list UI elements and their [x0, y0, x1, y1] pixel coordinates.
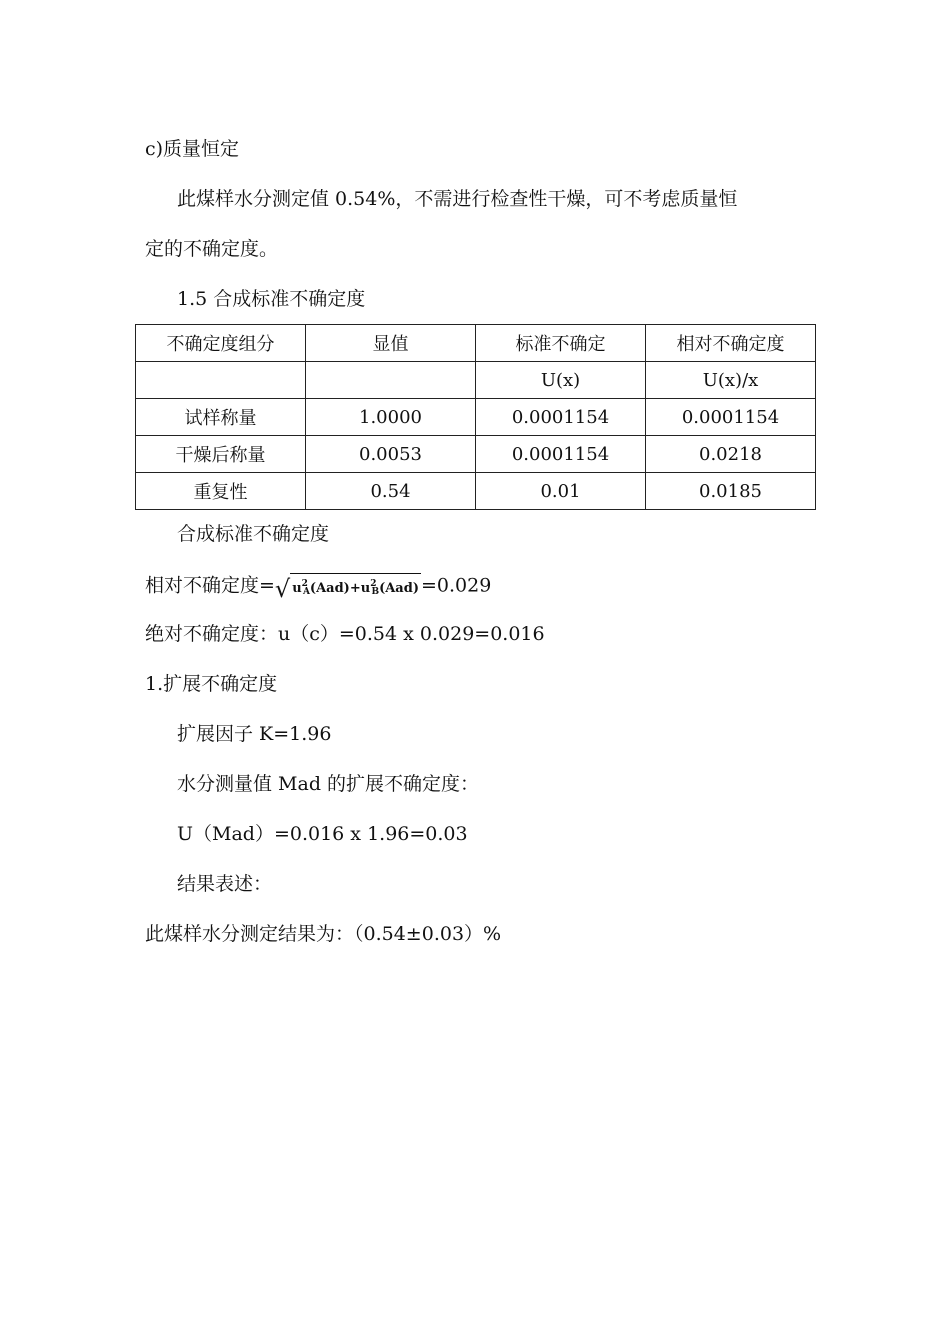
- table-cell: 0.0001154: [646, 399, 816, 436]
- table-cell: 0.0001154: [476, 436, 646, 473]
- table-row: [136, 399, 816, 436]
- table-cell: 0.0053: [306, 436, 476, 473]
- formula-argument: (Aad): [379, 581, 419, 596]
- uncertainty-table: [135, 324, 816, 510]
- table-cell: 干燥后称量: [136, 436, 306, 473]
- sqrt-radicand: [290, 573, 421, 602]
- combined-uncertainty-label: 合成标准不确定度: [177, 523, 330, 545]
- absolute-uncertainty-line: 绝对不确定度：u（c）=0.54 x 0.029=0.016: [145, 623, 545, 645]
- table-cell: 0.0185: [646, 473, 816, 510]
- table-header-cell: 标准不确定: [476, 325, 646, 362]
- table-header-cell: 相对不确定度: [646, 325, 816, 362]
- sqrt-sign: √: [274, 575, 291, 603]
- formula-subscript: A: [302, 587, 310, 597]
- table-cell: 试样称量: [136, 399, 306, 436]
- table-row: [136, 436, 816, 473]
- table-subheader-cell: [136, 362, 306, 399]
- table-subheader-cell: U(x)/x: [646, 362, 816, 399]
- table-subheader-row: [136, 362, 816, 399]
- relative-uncertainty-result: =0.029: [420, 574, 492, 597]
- formula-argument: (Aad): [309, 581, 350, 596]
- formula-superscript: 2: [301, 579, 308, 589]
- table-cell: 0.0218: [646, 436, 816, 473]
- relative-uncertainty-line: [145, 571, 491, 602]
- table-cell: 重复性: [136, 473, 306, 510]
- table-cell: 0.54: [306, 473, 476, 510]
- table-subheader-cell: [306, 362, 476, 399]
- formula-u: u: [360, 581, 371, 596]
- formula-u: u: [292, 581, 302, 596]
- heading-1-5: 1.5 合成标准不确定度: [177, 288, 366, 310]
- table-cell: 0.01: [476, 473, 646, 510]
- formula-superscript: 2: [370, 579, 377, 589]
- moisture-paragraph-line-2: 定的不确定度。: [145, 238, 279, 260]
- table-row: [136, 473, 816, 510]
- table-header-cell: 不确定度组分: [136, 325, 306, 362]
- heading-expanded-uncertainty: 1.扩展不确定度: [145, 673, 278, 695]
- mad-expanded-label: 水分测量值 Mad 的扩展不确定度：: [177, 773, 480, 795]
- result-statement-label: 结果表述：: [177, 873, 273, 895]
- mad-formula-line: U（Mad）=0.016 x 1.96=0.03: [177, 823, 468, 845]
- formula-subscript: B: [371, 587, 380, 597]
- table-header-cell: 显值: [306, 325, 476, 362]
- section-c-heading: c)质量恒定: [145, 138, 240, 160]
- formula-plus: +: [349, 581, 361, 596]
- table-cell: 0.0001154: [476, 399, 646, 436]
- table-header-row: [136, 325, 816, 362]
- relative-uncertainty-label: 相对不确定度=: [145, 574, 275, 597]
- moisture-paragraph-line-1: 此煤样水分测定值 0.54%，不需进行检查性干燥，可不考虑质量恒: [177, 188, 738, 210]
- expansion-factor-line: 扩展因子 K=1.96: [177, 723, 332, 745]
- table-subheader-cell: U(x): [476, 362, 646, 399]
- final-result-line: 此煤样水分测定结果为：（0.54±0.03）%: [145, 923, 502, 945]
- sqrt-formula: [275, 571, 421, 602]
- table-cell: 1.0000: [306, 399, 476, 436]
